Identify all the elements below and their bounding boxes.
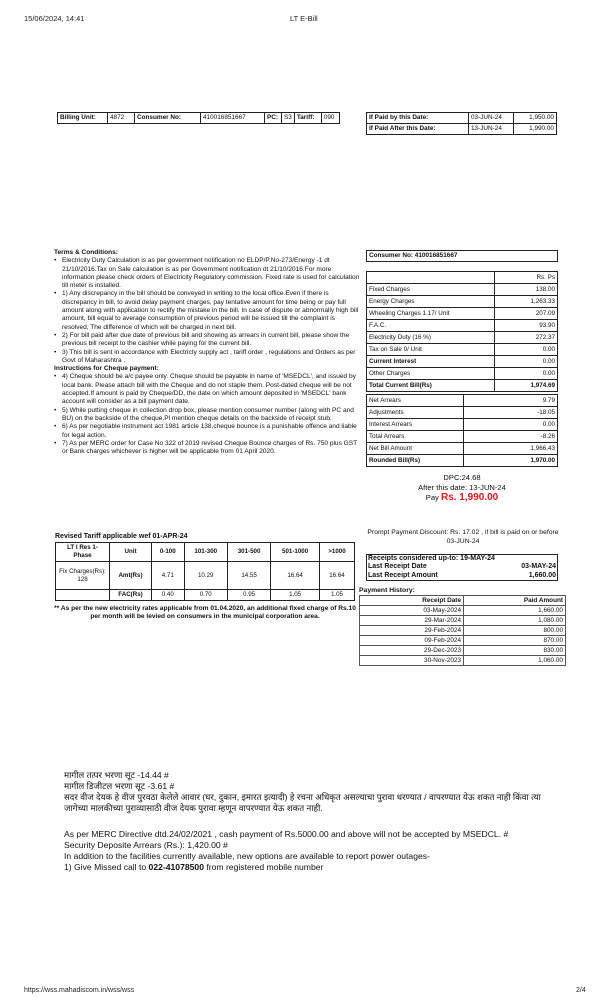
tariff-cell: 0.40 bbox=[152, 590, 185, 601]
pay-line bbox=[366, 493, 558, 503]
tariff-value: 090 bbox=[321, 113, 339, 124]
last-receipt-amount-label: Last Receipt Amount bbox=[368, 571, 438, 579]
charge-row bbox=[367, 356, 558, 368]
charge-label: F.A.C. bbox=[367, 320, 495, 332]
tariff-header: LT I Res 1-Phase bbox=[56, 543, 110, 562]
tariff-header: 0-100 bbox=[152, 543, 185, 562]
history-date: 29-Feb-2024 bbox=[360, 626, 464, 636]
terms-section bbox=[52, 249, 362, 456]
charge-value: 138.00 bbox=[495, 284, 558, 296]
arrears-value: 9.79 bbox=[464, 395, 558, 407]
charge-label: Electricity Duty (16 %) bbox=[367, 332, 495, 344]
consumer-no-value: 410016851667 bbox=[201, 113, 265, 124]
terms-item: • 3) This bill is sent in accordance with Electricty supply act , tariff order , regulations and Orders as per Govt of Maharashtra . bbox=[52, 349, 362, 366]
last-receipt-date: 03-MAY-24 bbox=[521, 563, 556, 571]
arrears-label: Net Bill Amount bbox=[367, 443, 464, 455]
terms-item: • 1) Any discrepancy in the bill should be conveyed in writing to the local office.Even if there is discrepancy in bill, to avoid delay payment charges, pay tentative amount for time being or pay full amount along with application to rectify the mistake in the bill. In case of dispute or abnormally high bill amount, bill equal to average consumption of previous period will be issued till the complaint is resolved, The difference of which will be charged in next bill. bbox=[52, 290, 362, 331]
cheque-item: • 6) As per negotiable instrument act 1981 article 138,cheque bounce is a punishable offence and liable for legal action. bbox=[52, 423, 362, 440]
history-row bbox=[360, 656, 566, 666]
dpc-text: DPC:24.68 bbox=[443, 473, 481, 482]
english-notices bbox=[64, 829, 554, 873]
billing-info-table bbox=[57, 112, 340, 124]
due-amount: 1,990.00 bbox=[514, 124, 557, 135]
pay-amount: Rs. 1,990.00 bbox=[440, 492, 499, 503]
arrears-row bbox=[367, 395, 558, 407]
currency-header: Rs. Ps bbox=[495, 272, 558, 284]
charge-value: 0.00 bbox=[495, 344, 558, 356]
due-date-row bbox=[367, 124, 557, 135]
terms-item: • Electricity Duty Calculation is as per government notification no ELDP/P.No-273/Energy -1 dt 21/10/2016.Tax on Sale calculation is as per Government notification dt 21/10/2016.For more information please check orders of Electricity Regulatory commission. Fixed rate is used for calculation till meter is installed. bbox=[52, 257, 362, 290]
consumer-header-table bbox=[366, 250, 558, 262]
charge-label: Other Charges bbox=[367, 368, 495, 380]
charge-label: Tax on Sale 0/ Unit bbox=[367, 344, 495, 356]
total-current-bill-row bbox=[367, 380, 558, 392]
last-receipt-amount: 1,660.00 bbox=[528, 571, 556, 579]
outage-options: In addition to the facilities currently available, new options are available to report power outages- bbox=[64, 851, 430, 861]
history-header: Paid Amount bbox=[464, 596, 566, 606]
history-amount: 1,060.00 bbox=[464, 656, 566, 666]
charge-value: 1,263.33 bbox=[495, 296, 558, 308]
security-deposit-arrears: Security Deposite Arrears (Rs.): 1,420.00 # bbox=[64, 840, 228, 850]
arrears-label: Rounded Bill(Rs) bbox=[367, 455, 464, 467]
charge-row bbox=[367, 368, 558, 380]
billing-unit-label: Billing Unit: bbox=[58, 113, 108, 124]
arrears-row bbox=[367, 431, 558, 443]
history-row bbox=[360, 616, 566, 626]
charge-value: 93.90 bbox=[495, 320, 558, 332]
tariff-cell: 14.55 bbox=[227, 562, 270, 590]
tariff-cell: 1.05 bbox=[271, 590, 320, 601]
tariff-title: Revised Tariff applicable wef 01-APR-24 bbox=[55, 533, 188, 540]
arrears-row bbox=[367, 443, 558, 455]
merc-directive: As per MERC Directive dtd.24/02/2021 , cash payment of Rs.5000.00 and above will not be accepted by MSEDCL. # bbox=[64, 829, 509, 839]
arrears-value: 1,970.00 bbox=[464, 455, 558, 467]
missed-call-line: 1) Give Missed call to 022-41078500 from registered mobile number bbox=[64, 862, 324, 872]
due-label: If Paid by this Date: bbox=[367, 113, 469, 124]
history-amount: 1,080.00 bbox=[464, 616, 566, 626]
arrears-label: Net Arrears bbox=[367, 395, 464, 407]
due-label: If Paid After this Date: bbox=[367, 124, 469, 135]
charge-label: Current Interest bbox=[367, 356, 495, 368]
due-date-row bbox=[367, 113, 557, 124]
charge-value: 0.00 bbox=[495, 368, 558, 380]
cheque-item: • 7) As per MERC order for Case No 322 of 2019 revised Cheque Bounce charges of Rs. 750 plus GST or Bank charges whichever is higher will be applicable from 01 April 2020. bbox=[52, 440, 362, 457]
receipts-box bbox=[366, 554, 558, 581]
tariff-cell bbox=[56, 590, 110, 601]
charge-row bbox=[367, 332, 558, 344]
print-title: LT E-Bill bbox=[290, 14, 318, 23]
arrears-table bbox=[366, 394, 558, 467]
after-date-text: After this date: 13-JUN-24 bbox=[418, 483, 506, 492]
arrears-row bbox=[367, 407, 558, 419]
tariff-header: Unit bbox=[110, 543, 152, 562]
history-row bbox=[360, 636, 566, 646]
tariff-cell: 10.29 bbox=[184, 562, 227, 590]
charge-label: Fixed Charges bbox=[367, 284, 495, 296]
arrears-value: 0.00 bbox=[464, 419, 558, 431]
charge-label: Wheeling Charges 1.17/ Unit bbox=[367, 308, 495, 320]
tariff-cell: FAC(Rs) bbox=[110, 590, 152, 601]
tariff-label: Tariff: bbox=[294, 113, 321, 124]
cheque-item: • 5) While putting cheque in collection drop box, please mention consumer number (along with PC and BU) on the backside of the cheque.Pl mention cheque details on the backside of receipt stub. bbox=[52, 407, 362, 424]
history-date: 09-Feb-2024 bbox=[360, 636, 464, 646]
pay-prefix: Pay bbox=[425, 493, 439, 502]
due-date: 03-JUN-24 bbox=[469, 113, 514, 124]
charge-label: Energy Charges bbox=[367, 296, 495, 308]
charge-value: 207.09 bbox=[495, 308, 558, 320]
payment-history-title: Payment History: bbox=[359, 587, 415, 594]
history-row bbox=[360, 646, 566, 656]
tariff-cell: 0.95 bbox=[227, 590, 270, 601]
last-receipt-date-label: Last Receipt Date bbox=[368, 563, 427, 571]
charge-value: 0.00 bbox=[495, 356, 558, 368]
missed-call-number[interactable]: 022-41078500 bbox=[148, 862, 204, 872]
history-amount: 870.00 bbox=[464, 636, 566, 646]
arrears-value: -18.05 bbox=[464, 407, 558, 419]
charge-row bbox=[367, 284, 558, 296]
history-header-row bbox=[360, 596, 566, 606]
due-amount: 1,950.00 bbox=[514, 113, 557, 124]
terms-list bbox=[52, 257, 362, 365]
pc-value: S3 bbox=[282, 113, 295, 124]
history-amount: 1,660.00 bbox=[464, 606, 566, 616]
tariff-note: ** As per the new electricity rates applicable from 01.04.2020, an additional fixed charge of Rs.10 per month will be levied on consumers in the municipal corporation area. bbox=[54, 605, 356, 621]
arrears-value: 1,966.43 bbox=[464, 443, 558, 455]
terms-title: Terms & Conditions: bbox=[54, 249, 118, 256]
tariff-cell: 1.05 bbox=[319, 590, 354, 601]
ownership-disclaimer: सदर वीज देयक हे वीज पुरवठा केलेले आवार (घर, दुकान, इमारत इत्यादी) हे रचना अधिकृत असल्याचा पुरावा धरण्यात / वापरण्यात येऊ शकत नाही किंवा त्या जागेच्या मालकीच्या पुराव्यासाठी वीज देयक पुरावा म्हणून वापरण्यात येऊ शकत नाही. bbox=[64, 792, 541, 813]
history-row bbox=[360, 606, 566, 616]
tariff-cell: 4.71 bbox=[152, 562, 185, 590]
history-header: Receipt Date bbox=[360, 596, 464, 606]
charge-row bbox=[367, 344, 558, 356]
page-number: 2/4 bbox=[576, 987, 586, 994]
rounded-bill-row bbox=[367, 455, 558, 467]
tariff-header: 101-300 bbox=[184, 543, 227, 562]
charge-row bbox=[367, 320, 558, 332]
tariff-header: 301-500 bbox=[227, 543, 270, 562]
cheque-instructions-title: Instructions for Cheque payment: bbox=[54, 365, 159, 373]
arrears-label: Interest Arrears bbox=[367, 419, 464, 431]
tariff-cell: 16.64 bbox=[319, 562, 354, 590]
history-date: 03-May-2024 bbox=[360, 606, 464, 616]
payment-history-table bbox=[359, 595, 566, 666]
billing-unit-value: 4872 bbox=[108, 113, 135, 124]
history-amount: 830.00 bbox=[464, 646, 566, 656]
prompt-discount: Prompt Payment Discount: Rs. 17.02 , if bill is paid on or before 03-JUN-24 bbox=[367, 529, 559, 545]
charges-table bbox=[366, 271, 558, 392]
tariff-row bbox=[56, 590, 355, 601]
charge-value: 1,974.69 bbox=[495, 380, 558, 392]
tariff-cell: 16.64 bbox=[271, 562, 320, 590]
arrears-value: -8.26 bbox=[464, 431, 558, 443]
cheque-item: • 4) Cheque should be a/c payee only. Cheque should be payable in name of 'MSEDCL', and issued by local bank. Please attach bill with the Cheque and do not staple them. Post-dated cheque will be not accepted.If amount is paid by Cheque/DD, the date on which amount deposited in 'MSEDCL' bank account will consider as a bill payment date. bbox=[52, 373, 362, 406]
charge-row bbox=[367, 296, 558, 308]
arrears-row bbox=[367, 419, 558, 431]
charge-value: 272.37 bbox=[495, 332, 558, 344]
history-row bbox=[360, 626, 566, 636]
tariff-header: 501-1000 bbox=[271, 543, 320, 562]
history-date: 29-Dec-2023 bbox=[360, 646, 464, 656]
tariff-cell: Amt(Rs) bbox=[110, 562, 152, 590]
arrears-label: Total Arrears bbox=[367, 431, 464, 443]
tariff-header: >1000 bbox=[319, 543, 354, 562]
history-amount: 800.00 bbox=[464, 626, 566, 636]
late-payment-block bbox=[366, 473, 558, 503]
arrears-label: Adjustments bbox=[367, 407, 464, 419]
tariff-cell: 0.70 bbox=[184, 590, 227, 601]
consumer-no-label: Consumer No: bbox=[135, 113, 201, 124]
history-date: 29-Mar-2024 bbox=[360, 616, 464, 626]
print-url[interactable]: https://wss.mahadiscom.in/wss/wss bbox=[24, 987, 135, 994]
charge-row bbox=[367, 308, 558, 320]
tariff-cell: Fix Charges(Rs): 128 bbox=[56, 562, 110, 590]
tariff-row bbox=[56, 562, 355, 590]
consumer-header: Consumer No: 410016851667 bbox=[369, 252, 458, 259]
tariff-header-row bbox=[56, 543, 355, 562]
history-date: 30-Nov-2023 bbox=[360, 656, 464, 666]
cheque-instructions-list bbox=[52, 373, 362, 456]
prompt-discount-note: मागील तत्पर भरणा सूट -14.44 # bbox=[64, 770, 169, 780]
terms-item: • 2) For bill paid after due date of previous bill and showing as arrears in current bill, please show the previous bill receipt to the cashier while paying for the current bill. bbox=[52, 332, 362, 349]
marathi-notices bbox=[64, 770, 554, 814]
charge-label: Total Current Bill(Rs) bbox=[367, 380, 495, 392]
due-dates-table bbox=[366, 112, 557, 135]
tariff-table bbox=[55, 542, 355, 601]
due-date: 13-JUN-24 bbox=[469, 124, 514, 135]
print-datetime: 15/06/2024, 14:41 bbox=[24, 14, 85, 23]
digital-discount-note: मागील डिजीटल भरणा सूट -3.61 # bbox=[64, 781, 175, 791]
receipts-considered: Receipts considered up-to: 19-MAY-24 bbox=[368, 555, 495, 562]
pc-label: PC: bbox=[265, 113, 282, 124]
